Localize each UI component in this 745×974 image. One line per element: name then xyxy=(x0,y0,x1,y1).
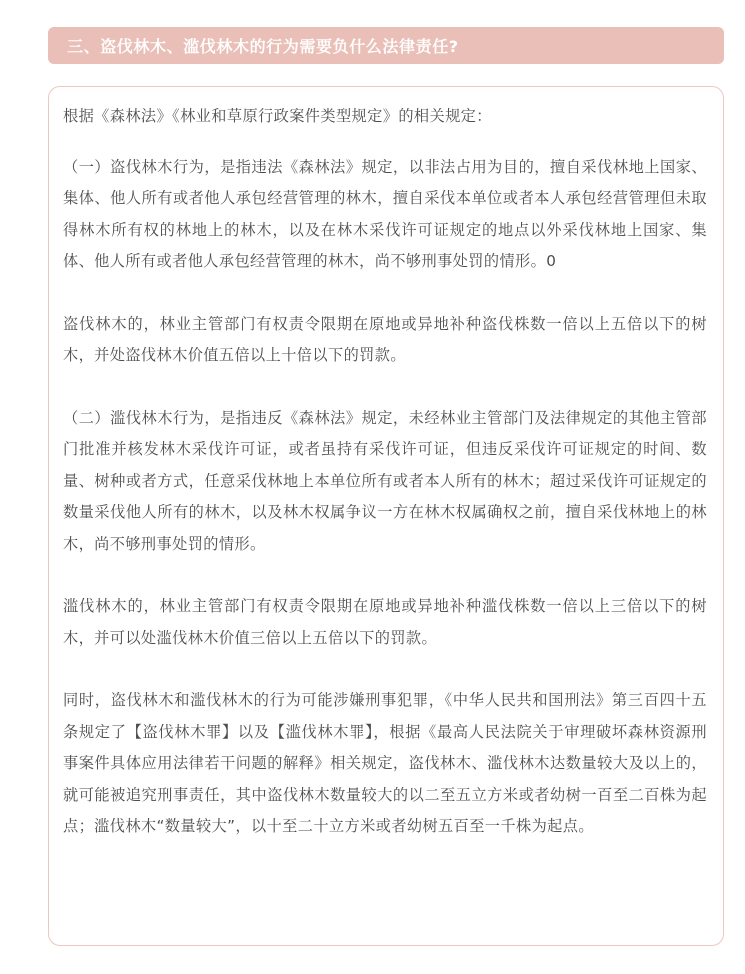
intro-paragraph: 根据《森林法》《林业和草原行政案件类型规定》的相关规定： xyxy=(63,107,492,125)
indiscriminate-penalty-paragraph: 滥伐林木的，林业主管部门有权责令限期在原地或异地补种滥伐株数一倍以上三倍以下的树木，并可以处滥伐林木价值三倍以上五倍以下的罚款。 xyxy=(63,597,707,647)
theft-definition-paragraph: （一）盗伐林木行为，是指违法《森林法》规定，以非法占用为目的，擅自采伐林地上国家、集体、他人所有或者他人承包经营管理的林木，擅自采伐本单位或者本人承包经营管理但未取得林木所有权的林地上的林木，以及在林木采伐许可证规定的地点以外采伐林地上国家、集体、他人所有或者他人承包经营管理的林木，尚不够刑事处罚的情形。0 xyxy=(63,157,707,270)
theft-penalty-paragraph: 盗伐林木的，林业主管部门有权责令限期在原地或异地补种盗伐株数一倍以上五倍以下的树木，并处盗伐林木价值五倍以上十倍以下的罚款。 xyxy=(63,314,707,364)
content-card xyxy=(48,86,724,946)
section-title: 三、盗伐林木、滥伐林木的行为需要负什么法律责任? xyxy=(67,37,459,56)
indiscriminate-definition-paragraph: （二）滥伐林木行为，是指违反《森林法》规定，未经林业主管部门及法律规定的其他主管部门批准并核发林木采伐许可证，或者虽持有采伐许可证，但违反采伐许可证规定的时间、数量、树种或者方式，任意采伐林地上本单位所有或者本人所有的林木；超过采伐许可证规定的数量采伐他人所有的林木，以及林木权属争议一方在林木权属确权之前，擅自采伐林地上的林木，尚不够刑事处罚的情形。 xyxy=(63,408,707,553)
section-header xyxy=(48,27,724,64)
criminal-liability-paragraph: 同时，盗伐林木和滥伐林木的行为可能涉嫌刑事犯罪，《中华人民共和国刑法》第三百四十五条规定了【盗伐林木罪】以及【滥伐林木罪】，根据《最高人民法院关于审理破坏森林资源刑事案件具体应用法律若干问题的解释》相关规定，盗伐林木、滥伐林木达数量较大及以上的，就可能被追究刑事责任，其中盗伐林木数量较大的以二至五立方米或者幼树一百至二百株为起点；滥伐林木“数量较大”，以十至二十立方米或者幼树五百至一千株为起点。 xyxy=(63,691,707,835)
